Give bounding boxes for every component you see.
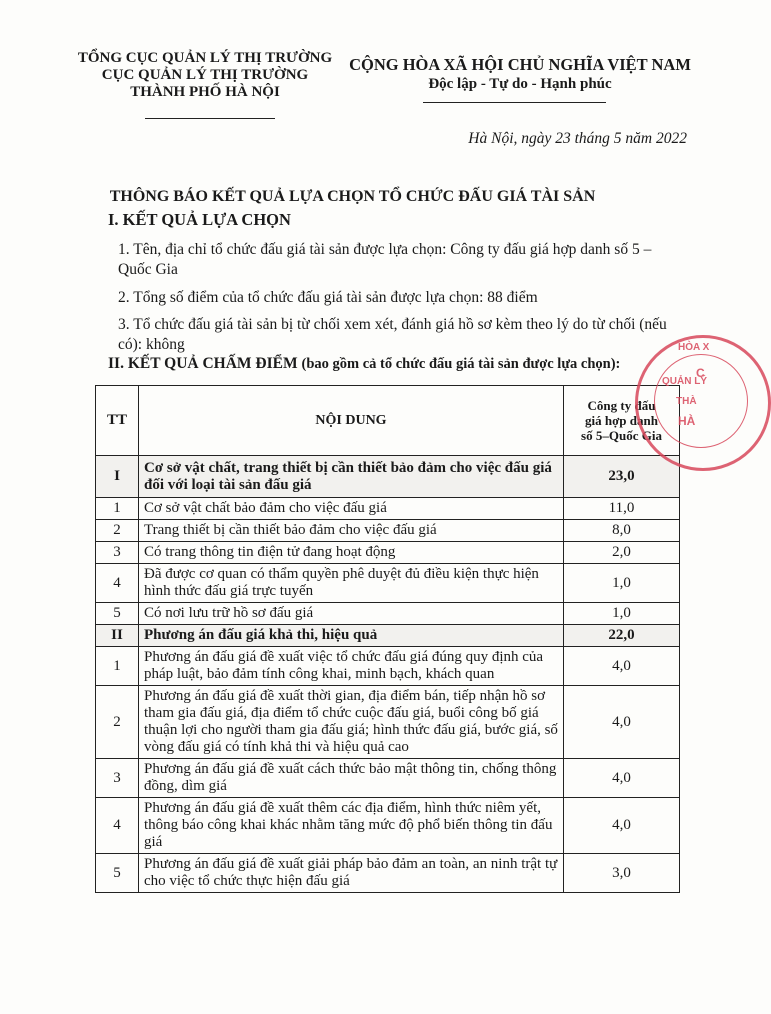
row-score: 23,0 (564, 456, 680, 498)
table-row (96, 603, 680, 625)
row-score: 22,0 (564, 625, 680, 647)
row-score: 4,0 (564, 798, 680, 854)
col-company-line-1: Công ty đấu (587, 398, 656, 413)
document-title: THÔNG BÁO KẾT QUẢ LỰA CHỌN TỔ CHỨC ĐẤU GIÁ TÀI SẢN (109, 188, 596, 205)
table-row (96, 854, 680, 893)
col-content-header: NỘI DUNG (139, 386, 564, 456)
section-2-heading (108, 355, 620, 373)
row-tt: 3 (96, 542, 139, 564)
row-tt: 4 (96, 564, 139, 603)
org-line-2: CỤC QUẢN LÝ THỊ TRƯỜNG (101, 67, 309, 83)
table-row (96, 686, 680, 759)
row-score: 2,0 (564, 542, 680, 564)
section-1-item-3: 3. Tổ chức đấu giá tài sản bị từ chối xem xét, đánh giá hồ sơ kèm theo lý do từ chối (nếu có): không (118, 316, 667, 353)
table-row (96, 759, 680, 798)
issuing-organization (60, 50, 350, 101)
stamp-text-5: C (696, 366, 705, 380)
row-content: Cơ sở vật chất, trang thiết bị cần thiết bảo đảm cho việc đấu giá đối với loại tài sản đấu giá (139, 456, 564, 498)
col-tt-header: TT (96, 386, 139, 456)
stamp-text-3: THÀ (676, 396, 697, 407)
row-tt: 2 (96, 520, 139, 542)
row-content: Có nơi lưu trữ hồ sơ đấu giá (139, 603, 564, 625)
table-row (96, 647, 680, 686)
section-1-heading: I. KẾT QUẢ LỰA CHỌN (108, 210, 291, 229)
row-content: Phương án đấu giá đề xuất giải pháp bảo đảm an toàn, an ninh trật tự cho việc tổ chức thực hiện đấu giá (139, 854, 564, 893)
row-tt: 2 (96, 686, 139, 759)
table-header-row (96, 386, 680, 456)
section-2-note: (bao gồm cả tổ chức đấu giá tài sản được lựa chọn): (301, 356, 621, 372)
row-content: Phương án đấu giá đề xuất cách thức bảo mật thông tin, chống thông đồng, dìm giá (139, 759, 564, 798)
row-content: Trang thiết bị cần thiết bảo đảm cho việc đấu giá (139, 520, 564, 542)
row-score: 11,0 (564, 498, 680, 520)
row-content: Phương án đấu giá đề xuất việc tổ chức đấu giá đúng quy định của pháp luật, bảo đảm tính công khai, minh bạch, khách quan (139, 647, 564, 686)
table-row (96, 625, 680, 647)
row-score: 1,0 (564, 603, 680, 625)
row-tt: II (96, 625, 139, 647)
stamp-text-2: QUẢN LÝ (662, 376, 707, 387)
row-score: 3,0 (564, 854, 680, 893)
official-red-stamp (635, 335, 771, 471)
table-row (96, 564, 680, 603)
col-company-line-3: số 5–Quốc Gia (581, 428, 662, 443)
row-score: 4,0 (564, 686, 680, 759)
stamp-text-4: HÀ (678, 414, 696, 428)
row-content: Cơ sở vật chất bảo đảm cho việc đấu giá (139, 498, 564, 520)
row-score: 1,0 (564, 564, 680, 603)
org-underline (145, 118, 275, 119)
row-tt: 5 (96, 854, 139, 893)
row-tt: 1 (96, 647, 139, 686)
table-row (96, 498, 680, 520)
row-tt: 5 (96, 603, 139, 625)
row-content: Phương án đấu giá đề xuất thời gian, địa điểm bán, tiếp nhận hồ sơ tham gia đấu giá, địa điểm tổ chức cuộc đấu giá, buổi công bố giá thuận lợi cho người tham gia đấu giá; hình thức đấu giá, bước giá, số vòng đấu giá có tính khả thi và hiệu quả cao (139, 686, 564, 759)
row-score: 4,0 (564, 759, 680, 798)
row-content: Phương án đấu giá đề xuất thêm các địa điểm, hình thức niêm yết, thông báo công khai khác nhằm tăng mức độ phổ biến thông tin đấu giá (139, 798, 564, 854)
table-row (96, 520, 680, 542)
row-content: Đã được cơ quan có thẩm quyền phê duyệt đủ điều kiện thực hiện hình thức đấu giá trực tuyến (139, 564, 564, 603)
row-tt: 4 (96, 798, 139, 854)
section-2-title: II. KẾT QUẢ CHẤM ĐIỂM (108, 355, 298, 372)
motto-underline (423, 102, 606, 103)
org-line-3: THÀNH PHỐ HÀ NỘI (130, 84, 280, 100)
row-score: 8,0 (564, 520, 680, 542)
stamp-text-1: HÒA X (678, 342, 710, 353)
table-row (96, 456, 680, 498)
row-content: Phương án đấu giá khả thi, hiệu quả (139, 625, 564, 647)
national-motto: Độc lập - Tự do - Hạnh phúc (428, 76, 612, 92)
row-score: 4,0 (564, 647, 680, 686)
score-table (95, 385, 680, 893)
org-line-1: TỔNG CỤC QUẢN LÝ THỊ TRƯỜNG (77, 50, 333, 66)
section-1-item-1: 1. Tên, địa chỉ tổ chức đấu giá tài sản được lựa chọn: Công ty đấu giá hợp danh số 5 – Quốc Gia (118, 241, 652, 278)
row-tt: 1 (96, 498, 139, 520)
table-row (96, 542, 680, 564)
section-1-item-2: 2. Tổng số điểm của tổ chức đấu giá tài sản được lựa chọn: 88 điểm (118, 289, 538, 306)
row-tt: 3 (96, 759, 139, 798)
country-name: CỘNG HÒA XÃ HỘI CHỦ NGHĨA VIỆT NAM (349, 55, 691, 74)
row-tt: I (96, 456, 139, 498)
national-header (345, 54, 695, 94)
row-content: Có trang thông tin điện tử đang hoạt động (139, 542, 564, 564)
table-row (96, 798, 680, 854)
col-company-line-2: giá hợp danh (585, 413, 658, 428)
document-date: Hà Nội, ngày 23 tháng 5 năm 2022 (468, 130, 687, 147)
